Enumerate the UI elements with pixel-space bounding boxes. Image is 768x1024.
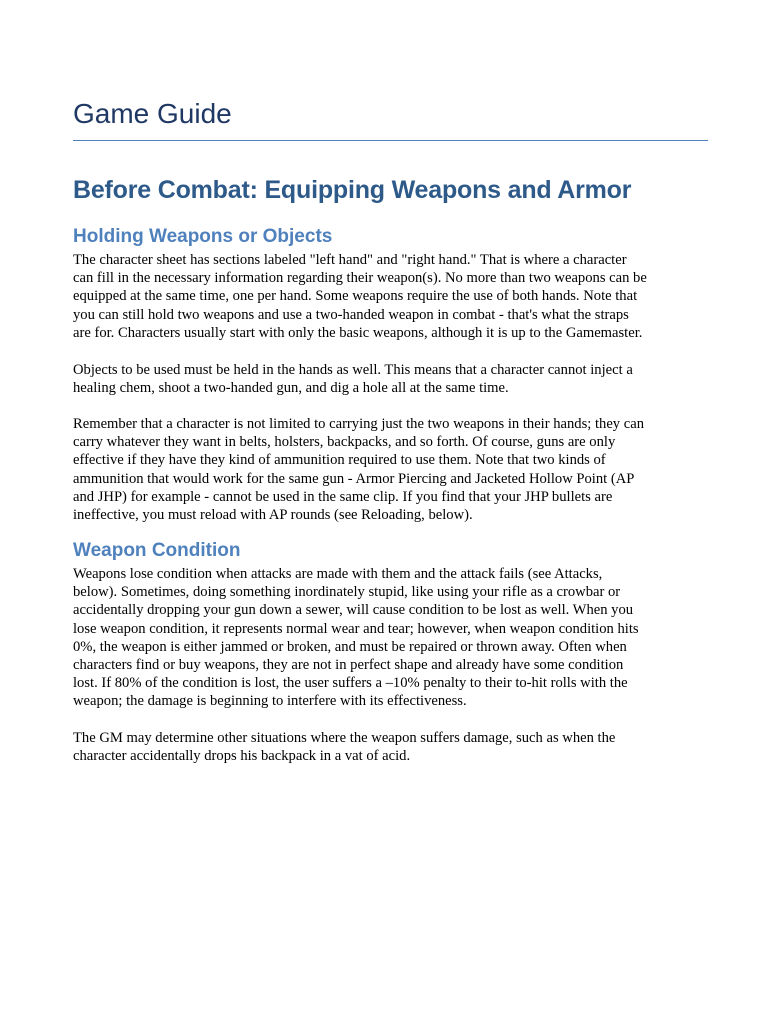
paragraph-line: accidentally dropping your gun down a sewer, will cause condition to be lost as well. When you	[73, 602, 634, 619]
document-title: Game Guide	[73, 98, 232, 129]
paragraph-line: carry whatever they want in belts, holsters, backpacks, and so forth. Of course, guns are only	[73, 434, 616, 451]
paragraph-line: equipped at the same time, one per hand. Some weapons require the use of both hands. Note that	[73, 288, 638, 305]
paragraph-line: Objects to be used must be held in the hands as well. This means that a character cannot inject a	[73, 362, 633, 378]
paragraph-gm-situations	[73, 729, 709, 765]
paragraph-carrying-weapons	[73, 415, 709, 524]
paragraph-line: weapon; the damage is beginning to interfere with its effectiveness.	[73, 693, 467, 710]
paragraph-line: 0%, the weapon is either jammed or broken, and must be repaired or thrown away. Often when	[73, 638, 627, 655]
paragraph-line: lose weapon condition, it represents normal wear and tear; however, when weapon condition hits	[73, 620, 639, 637]
paragraph-line: Remember that a character is not limited to carrying just the two weapons in their hands; they can	[73, 416, 645, 432]
paragraph-line: effective if they have they kind of ammunition required to use them. Note that two kinds of	[73, 452, 606, 469]
subsection-heading-holding-weapons: Holding Weapons or Objects	[73, 226, 333, 247]
paragraph-line: character accidentally drops his backpack in a vat of acid.	[73, 748, 411, 765]
paragraph-condition-loss	[73, 565, 709, 711]
paragraph-character-sheet	[73, 251, 709, 342]
paragraph-line: ammunition that would work for the same gun - Armor Piercing and Jacketed Hollow Point (AP	[73, 470, 635, 487]
paragraph-objects-in-hands	[73, 361, 709, 397]
paragraph-line: are for. Characters usually start with only the basic weapons, although it is up to the Gamemaster.	[73, 324, 643, 341]
paragraph-line: and JHP) for example - cannot be used in the same clip. If you find that your JHP bullets are	[73, 488, 613, 505]
subsection-heading-weapon-condition: Weapon Condition	[73, 540, 241, 561]
title-divider	[73, 140, 708, 141]
paragraph-line: characters find or buy weapons, they are not in perfect shape and already have some condition	[73, 657, 624, 674]
paragraph-line: can fill in the necessary information regarding their weapon(s). No more than two weapons can be	[73, 270, 647, 287]
paragraph-line: healing chem, shoot a two-handed gun, and dig a hole all at the same time.	[73, 380, 509, 397]
paragraph-line: you can still hold two weapons and use a two-handed weapon in combat - that's what the straps	[73, 306, 629, 323]
paragraph-line: ineffective, you must reload with AP rounds (see Reloading, below).	[73, 507, 473, 524]
paragraph-line: The character sheet has sections labeled "left hand" and "right hand." That is where a character	[73, 252, 627, 268]
paragraph-line: Weapons lose condition when attacks are made with them and the attack fails (see Attacks,	[73, 566, 603, 582]
section-heading: Before Combat: Equipping Weapons and Armor	[73, 176, 632, 204]
paragraph-line: lost. If 80% of the condition is lost, the user suffers a –10% penalty to their to-hit rolls with the	[73, 675, 628, 692]
paragraph-line: The GM may determine other situations where the weapon suffers damage, such as when the	[73, 730, 616, 746]
paragraph-line: below). Sometimes, doing something inordinately stupid, like using your rifle as a crowbar or	[73, 584, 621, 601]
